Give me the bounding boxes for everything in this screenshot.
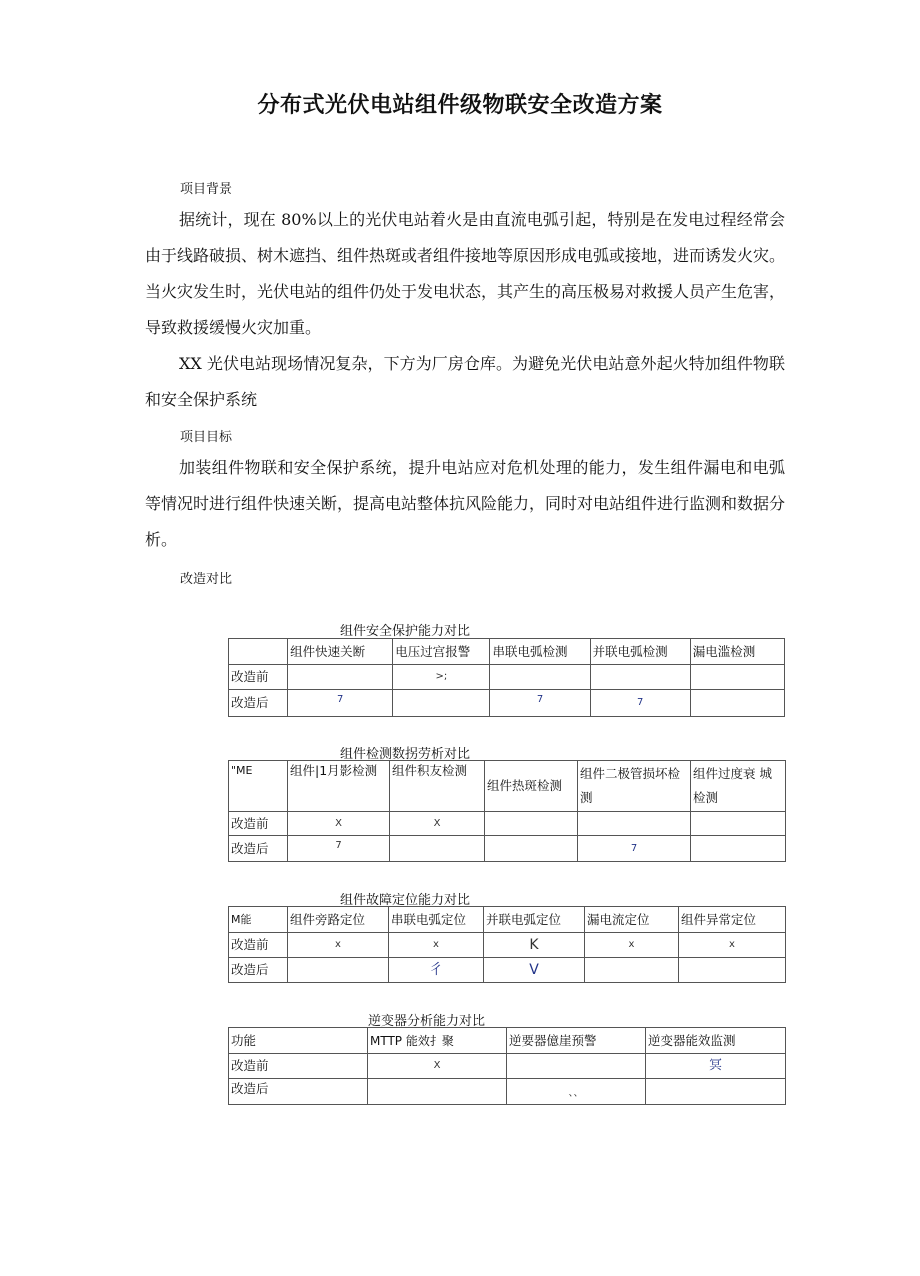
table-cell: 功能 xyxy=(229,1028,368,1054)
table-cell: x xyxy=(389,933,484,958)
table-cell: >; xyxy=(393,665,490,690)
table-cell: V xyxy=(484,958,585,983)
table-row xyxy=(229,933,786,958)
table-header-cell: MTTP 能效扌聚 xyxy=(368,1028,507,1054)
table-cell: K xyxy=(484,933,585,958)
table-cell: 7 xyxy=(590,690,690,717)
goal-heading: 项目目标 xyxy=(180,430,233,445)
table-header-cell: 组件积友检测 xyxy=(390,761,485,812)
background-section xyxy=(145,202,785,418)
table-header-cell: 组件快速关断 xyxy=(288,639,393,665)
table-cell: M能 xyxy=(229,907,288,933)
table-cell xyxy=(590,665,690,690)
table-4-caption: 逆变器分析能力对比 xyxy=(368,1014,486,1029)
row-label: 改造前 xyxy=(229,933,288,958)
background-heading: 项目背景 xyxy=(180,182,233,197)
table-cell xyxy=(585,958,679,983)
row-label: 改造后 xyxy=(229,958,288,983)
table-header-cell: 组件二极管损坏检测 xyxy=(578,761,691,812)
table-row xyxy=(229,812,786,836)
table-row xyxy=(229,665,785,690)
table-cell xyxy=(368,1079,507,1105)
table-cell: 7 xyxy=(578,836,691,862)
table-cell xyxy=(288,665,393,690)
background-paragraph-2: XX 光伏电站现场情况复杂，下方为厂房仓库。为避免光伏电站意外起火特加组件物联和安全保护系统 xyxy=(145,354,785,409)
row-label: 改造前 xyxy=(229,812,288,836)
fault-location-table xyxy=(228,906,786,983)
compare-heading: 改造对比 xyxy=(180,572,233,587)
table-cell: 7 xyxy=(490,690,590,717)
table-header-cell: 组件|1月影检测 xyxy=(288,761,390,812)
table-row xyxy=(229,958,786,983)
table-row xyxy=(229,1054,786,1079)
table-cell: 、、 xyxy=(507,1079,646,1105)
table-cell xyxy=(578,812,691,836)
table-header-cell: 逆变器能效监测 xyxy=(646,1028,786,1054)
table-header-cell: 漏电滥检测 xyxy=(690,639,784,665)
protection-table xyxy=(228,638,785,717)
table-cell: x xyxy=(288,933,389,958)
table-cell xyxy=(229,639,288,665)
row-label: 改造后 xyxy=(229,836,288,862)
table-cell: x xyxy=(585,933,679,958)
table-1-caption: 组件安全保护能力对比 xyxy=(340,624,471,639)
background-paragraph-1: 据统计，现在 80%以上的光伏电站着火是由直流电弧引起，特别是在发电过程经常会由于线路破损、树木遮挡、组件热斑或者组件接地等原因形成电弧或接地，进而诱发火灾。当火灾发生时，光伏电站的组件仍处于发电状态，其产生的高压极易对救援人员产生危害，导致救援缓慢火灾加重。 xyxy=(145,210,786,337)
table-cell xyxy=(390,836,485,862)
table-header-cell: 并联电弧检测 xyxy=(590,639,690,665)
table-2-caption: 组件检测数拐劳析对比 xyxy=(340,747,471,762)
table-header-row xyxy=(229,761,786,812)
table-cell xyxy=(490,665,590,690)
table-cell: x xyxy=(679,933,786,958)
table-cell: 7 xyxy=(288,690,393,717)
table-cell xyxy=(690,665,784,690)
table-header-cell: 组件旁路定位 xyxy=(288,907,389,933)
table-header-cell: 组件异常定位 xyxy=(679,907,786,933)
row-label: 改造后 xyxy=(229,690,288,717)
table-cell xyxy=(691,812,786,836)
table-cell: X xyxy=(390,812,485,836)
table-cell xyxy=(507,1054,646,1079)
table-cell: 冥 xyxy=(646,1054,786,1079)
table-header-cell: 并联电弧定位 xyxy=(484,907,585,933)
table-cell xyxy=(393,690,490,717)
table-header-cell: 漏电流定位 xyxy=(585,907,679,933)
detection-table xyxy=(228,760,786,862)
table-cell: "ME xyxy=(229,761,288,812)
table-header-row xyxy=(229,639,785,665)
table-cell xyxy=(288,958,389,983)
table-row xyxy=(229,690,785,717)
table-header-cell: 组件热斑检测 xyxy=(485,761,578,812)
table-cell xyxy=(691,836,786,862)
row-label: 改造后 xyxy=(229,1079,368,1105)
table-3-caption: 组件故障定位能力对比 xyxy=(340,893,471,908)
table-header-row xyxy=(229,907,786,933)
table-cell: 7 xyxy=(288,836,390,862)
table-cell xyxy=(690,690,784,717)
table-header-cell: 逆要器億崖预警 xyxy=(507,1028,646,1054)
table-cell: X xyxy=(288,812,390,836)
row-label: 改造前 xyxy=(229,1054,368,1079)
table-cell xyxy=(646,1079,786,1105)
goal-section xyxy=(145,450,785,558)
table-header-cell: 串联电弧检测 xyxy=(490,639,590,665)
table-header-row xyxy=(229,1028,786,1054)
row-label: 改造前 xyxy=(229,665,288,690)
goal-paragraph-1: 加装组件物联和安全保护系统，提升电站应对危机处理的能力，发生组件漏电和电弧等情况时进行组件快速关断，提高电站整体抗风险能力，同时对电站组件进行监测和数据分析。 xyxy=(145,458,786,549)
table-cell xyxy=(485,836,578,862)
table-cell: X xyxy=(368,1054,507,1079)
table-row xyxy=(229,836,786,862)
table-cell xyxy=(485,812,578,836)
page-title: 分布式光伏电站组件级物联安全改造方案 xyxy=(257,93,663,118)
table-header-cell: 电压过宫报警 xyxy=(393,639,490,665)
table-header-cell: 串联电弧定位 xyxy=(389,907,484,933)
table-header-cell: 组件过度衰 城检测 xyxy=(691,761,786,812)
table-cell: 彳 xyxy=(389,958,484,983)
inverter-table xyxy=(228,1027,786,1105)
table-row xyxy=(229,1079,786,1105)
table-cell xyxy=(679,958,786,983)
